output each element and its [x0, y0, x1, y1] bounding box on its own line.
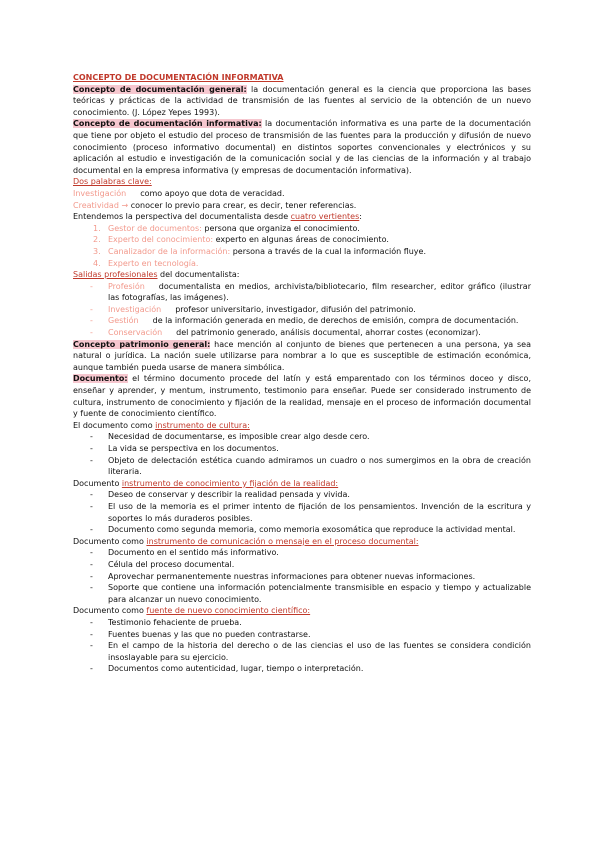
list-text: experto en algunas áreas de conocimiento.	[213, 235, 389, 245]
list-text: documentalista en medios, archivista/bibliotecario, film researcher, editor gráfico (ilustrar las fotografías, las imágenes).	[108, 281, 531, 303]
list-text: del patrimonio generado, análisis documental, ahorrar costes (economizar).	[176, 328, 481, 338]
vertientes-intro	[73, 211, 531, 223]
keyword-text: como apoyo que dota de veracidad.	[140, 188, 285, 198]
list-text: persona a través de la cual la información fluye.	[230, 246, 427, 256]
section-conocimiento-list	[73, 489, 531, 535]
list-item: - Documento como segunda memoria, como memoria exosomática que reproduce la actividad mental.	[73, 524, 531, 536]
list-term: Profesión	[108, 281, 145, 291]
keyword-line	[73, 188, 531, 200]
list-item: - Soporte que contiene una información potencialmente transmisible en espacio y tiempo y actualizable para alcanzar un nuevo conocimiento.	[73, 582, 531, 605]
list-number: 3.	[93, 246, 101, 256]
list-item: - Documentos como autenticidad, lugar, tiempo o interpretación.	[73, 663, 531, 675]
term-highlight: Concepto de documentación general:	[73, 84, 247, 94]
list-term: Conservación	[108, 328, 163, 338]
section-conocimiento-heading	[73, 478, 531, 490]
document-title: CONCEPTO DE DOCUMENTACIÓN INFORMATIVA	[73, 73, 284, 82]
paragraph-patrimonio	[73, 339, 531, 374]
list-item: - Célula del proceso documental.	[73, 559, 531, 571]
intro-text: Documento como	[73, 606, 147, 616]
list-term: Investigación	[108, 304, 162, 314]
section-comunicacion-heading	[73, 536, 531, 548]
intro-text: Documento	[73, 478, 122, 488]
paragraph-documento	[73, 373, 531, 419]
list-text: persona que organiza el conocimiento.	[201, 223, 360, 233]
keyword-term: Creatividad →	[73, 200, 129, 210]
paragraph-text: la documentación general es la ciencia que proporciona las bases teóricas y prácticas de la actividad de transmisión de las fuentes al servicio de la obtención de un nuevo conocimiento. (J. López Yepes 1993).	[73, 84, 531, 117]
paragraph-documentacion-informativa	[73, 118, 531, 176]
list-item: - Aprovechar permanentemente nuestras informaciones para obtener nuevas informaciones.	[73, 571, 531, 583]
section-link: instrumento de comunicación o mensaje en el proceso documental:	[146, 536, 419, 546]
paragraph-text: hace mención al conjunto de bienes que pertenecen a una persona, ya sea natural o jurídica. La nación suele utilizarse para nombrar a lo que es susceptible de estimación económica, aunque también pueda usarse de manera simbólica.	[73, 339, 532, 372]
list-item: - El uso de la memoria es el primer intento de fijación de los pensamientos. Invención de la escritura y soportes lo más duraderos posibles.	[73, 501, 531, 524]
list-item	[73, 223, 531, 235]
section-comunicacion-list	[73, 547, 531, 605]
list-number: 1.	[93, 223, 101, 233]
keyword-line	[73, 200, 531, 212]
paragraph-documentacion-general	[73, 84, 531, 119]
list-item: - Objeto de delectación estética cuando admiramos un cuadro o nos sumergimos en la obra de creación literaria.	[73, 455, 531, 478]
list-text: profesor universitario, investigador, difusión del patrimonio.	[175, 304, 416, 314]
list-item: - La vida se perspectiva en los documentos.	[73, 443, 531, 455]
section-fuente-heading	[73, 605, 531, 617]
document-page	[73, 72, 531, 675]
keyword-text: conocer lo previo para crear, es decir, tener referencias.	[130, 200, 357, 210]
section-cultura-heading	[73, 420, 531, 432]
term-highlight: Concepto patrimonio general:	[73, 339, 211, 349]
list-term: Gestor de documentos:	[108, 223, 202, 233]
list-number: 4.	[93, 258, 101, 268]
list-term: Canalizador de la información:	[108, 246, 231, 256]
section-link: fuente de nuevo conocimiento científico:	[146, 606, 311, 616]
list-item	[73, 246, 531, 258]
list-item	[73, 281, 531, 304]
intro-text: El documento como	[73, 420, 156, 430]
intro-end: :	[359, 212, 362, 222]
list-term: Experto del conocimiento:	[108, 235, 214, 245]
list-item: - En el campo de la historia del derecho o de las ciencias el uso de las fuentes se considera condición insoslayable para su ejercicio.	[73, 640, 531, 663]
section-link: instrumento de cultura:	[155, 420, 250, 430]
list-item: - Documento en el sentido más informativo.	[73, 547, 531, 559]
list-term: Gestión	[108, 316, 139, 326]
term-highlight: Concepto de documentación informativa:	[73, 119, 262, 129]
list-item: - Testimonio fehaciente de prueba.	[73, 617, 531, 629]
intro-text: del documentalista:	[157, 270, 240, 280]
dos-palabras-heading: Dos palabras clave:	[73, 177, 152, 187]
list-item	[73, 304, 531, 316]
term-highlight: Documento:	[73, 374, 128, 384]
list-item	[73, 315, 531, 327]
vertientes-link: cuatro vertientes	[290, 212, 360, 222]
list-item	[73, 258, 531, 270]
list-text: de la información generada en medio, de derechos de emisión, compra de documentación.	[152, 316, 519, 326]
salidas-link: Salidas profesionales	[73, 270, 158, 280]
list-item	[73, 327, 531, 339]
vertientes-list	[73, 223, 531, 269]
list-term: Experto en tecnología.	[108, 258, 199, 268]
list-number: 2.	[93, 235, 101, 245]
section-link: instrumento de conocimiento y fijación de la realidad:	[121, 478, 339, 488]
paragraph-text: la documentación informativa es una parte de la documentación que tiene por objeto el estudio del proceso de transmisión de las fuentes para la producción y difusión de nuevo conocimiento (proceso informativo documental) en distintos soportes convencionales y electrónicos y su aplicación al estudio e investigación de la comunicación social y de las ciencias de la información y al trabajo documental en la empresa informativa (y empresas de documentación informativa).	[73, 119, 531, 175]
intro-text: Documento como	[73, 536, 147, 546]
list-item: - Necesidad de documentarse, es imposible crear algo desde cero.	[73, 431, 531, 443]
list-item: - Fuentes buenas y las que no pueden contrastarse.	[73, 629, 531, 641]
salidas-list	[73, 281, 531, 339]
keyword-term: Investigación	[73, 188, 127, 198]
list-item	[73, 234, 531, 246]
salidas-intro	[73, 269, 531, 281]
paragraph-text: el término documento procede del latín y está emparentado con los términos doceo y disco, enseñar y aprender, y mentum, instrumento, testimonio para enseñar. Puede ser considerado instrumento de cultura, instrumento de conocimiento y fijación de la realidad, mensaje en el proceso de información documental y fuente de conocimiento científico.	[73, 374, 531, 419]
section-cultura-list	[73, 431, 531, 477]
section-fuente-list	[73, 617, 531, 675]
intro-text: Entendemos la perspectiva del documentalista desde	[73, 212, 291, 222]
list-item: - Deseo de conservar y describir la realidad pensada y vivida.	[73, 489, 531, 501]
